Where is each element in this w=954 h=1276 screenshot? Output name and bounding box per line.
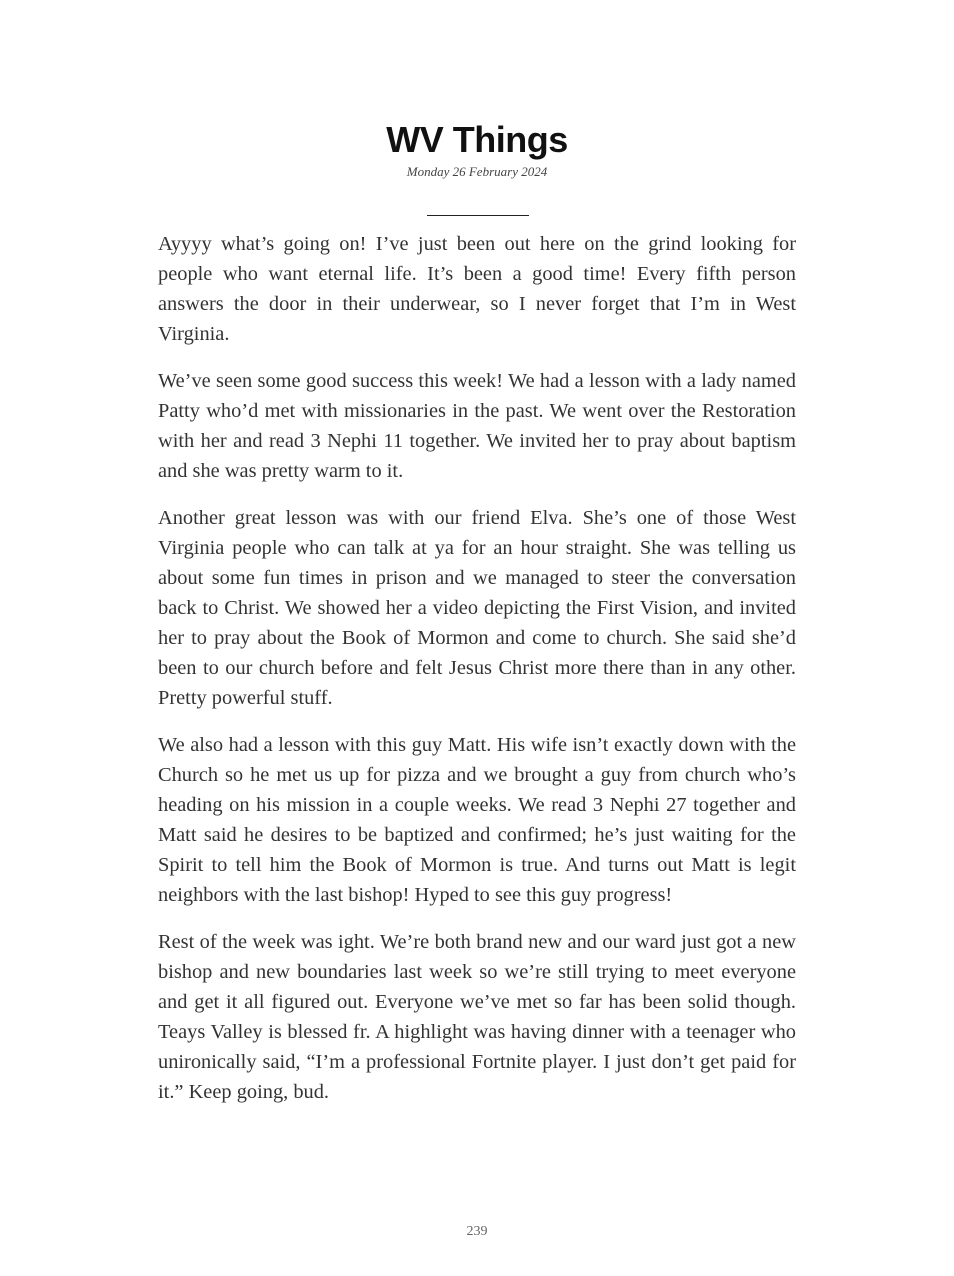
page-title: WV Things [386, 119, 568, 160]
title-divider [427, 215, 529, 216]
entry-date: Monday 26 February 2024 [406, 164, 548, 179]
paragraph: We also had a lesson with this guy Matt. His wife isn’t exactly down with the Church so he met us up for pizza and we brought a guy from church who’s heading on his mission in a couple weeks. We read 3 Nephi 27 together and Matt said he desires to be baptized and confirmed; he’s just waiting for the Spirit to tell him the Book of Mormon is true. And turns out Matt is legit neighbors with the last bishop! Hyped to see this guy progress! [158, 734, 796, 906]
body-text [158, 229, 796, 1124]
paragraph: Ayyyy what’s going on! I’ve just been out here on the grind looking for people who want eternal life. It’s been a good time! Every fifth person answers the door in their underwear, so I never forget that I’m in West Virginia. [158, 233, 796, 345]
page-number: 239 [466, 1224, 488, 1239]
paragraph: Another great lesson was with our friend Elva. She’s one of those West Virginia people who can talk at ya for an hour straight. She was telling us about some fun times in prison and we managed to steer the conversation back to Christ. We showed her a video depicting the First Vision, and invited her to pray about the Book of Mormon and come to church. She said she’d been to our church before and felt Jesus Christ more there than in any other. Pretty powerful stuff. [158, 507, 796, 709]
paragraph: Rest of the week was ight. We’re both brand new and our ward just got a new bishop and new boundaries last week so we’re still trying to meet everyone and get it all figured out. Everyone we’ve met so far has been solid though. Teays Valley is blessed fr. A highlight was having dinner with a teenager who unironically said, “I’m a professional Fortnite player. I just don’t get paid for it.” Keep going, bud. [158, 931, 796, 1103]
paragraph: We’ve seen some good success this week! We had a lesson with a lady named Patty who’d met with missionaries in the past. We went over the Restoration with her and read 3 Nephi 11 together. We invited her to pray about baptism and she was pretty warm to it. [158, 370, 796, 482]
